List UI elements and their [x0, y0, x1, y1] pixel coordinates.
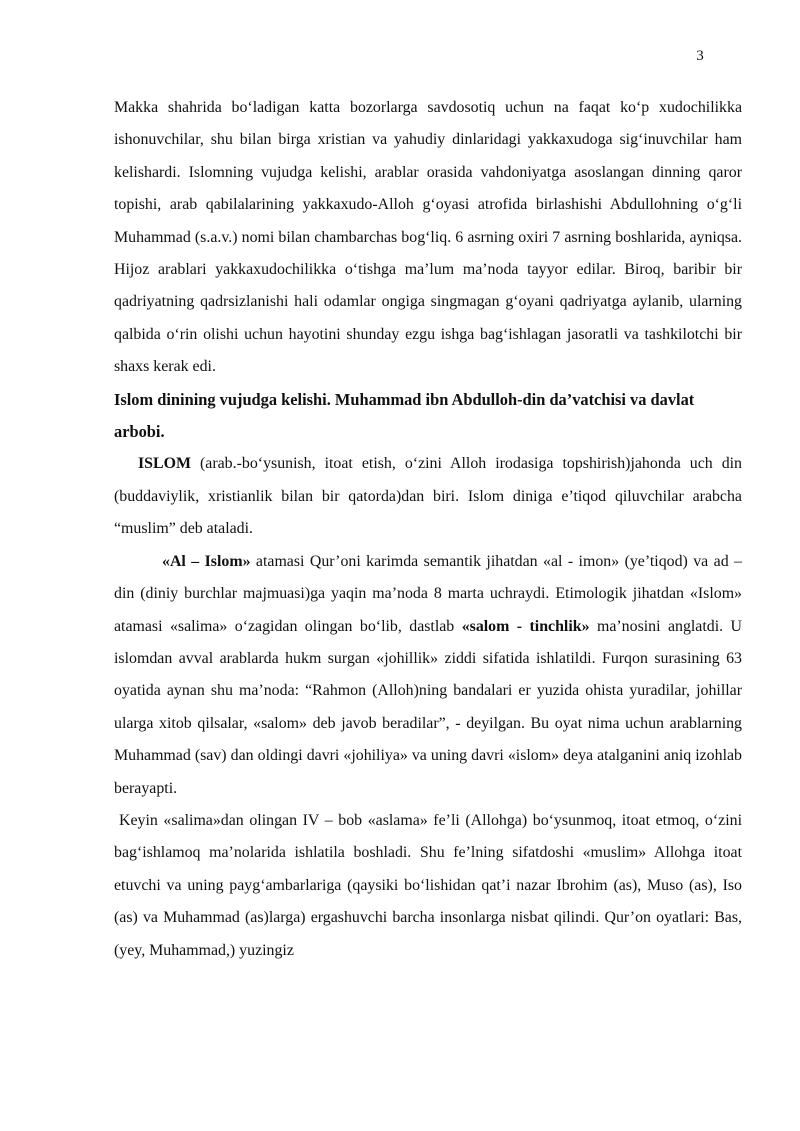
term-salom-tinchlik: «salom - tinchlik»: [461, 617, 590, 635]
paragraph-aslama: Keyin «salima»dan olingan IV – bob «aslama» fe’li (Allohga) bo‘ysunmoq, itoat etmoq, o‘zini bag‘ishlamoq ma’nolarida ishlatila boshladi. Shu fe’lning sifatdoshi «muslim» Allohga itoat etuvchi va uning payg‘ambarlariga (qaysiki bo‘lishidan qat’i nazar Ibrohim (as), Muso (as), Iso (as) va Muhammad (as)larga) ergashuvchi barcha insonlarga nisbat qilindi. Qur’on oyatlari: Bas, (yey, Muhammad,) yuzingiz: [114, 811, 742, 959]
paragraph-al-islom: [114, 546, 742, 805]
paragraph-text: atamasi Qur’oni karimda semantik jihatdan «al - imon» (ye’tiqod) va ad – din (diniy burchlar majmuasi)ga yaqin ma’noda 8 marta uchraydi. Etimologik jihatdan «Islom» atamasi «salima» o‘zagidan olingan bo‘lib, dastlab: [114, 552, 742, 635]
paragraph-islom-definition: [114, 448, 742, 545]
term-al-islom: «Al – Islom»: [162, 552, 251, 570]
paragraph-intro: Makka shahrida bo‘ladigan katta bozorlarga savdosotiq uchun na faqat ko‘p xudochilikka ishonuvchilar, shu bilan birga xristian va yahudiy dinlaridagi yakkaxudoga sig‘inuvchilar ham kelishardi. Islomning vujudga kelishi, arablar orasida vahdoniyatga asoslangan dinning qaror topishi, arab qabilalarining yakkaxudo-Alloh g‘oyasi atrofida birlashishi Abdullohning o‘g‘li Muhammad (s.a.v.) nomi bilan chambarchas bog‘liq. 6 asrning oxiri 7 asrning boshlarida, ayniqsa. Hijoz arablari yakkaxudochilikka o‘tishga ma’lum ma’noda tayyor edilar. Biroq, baribir bir qadriyatning qadrsizlanishi hali odamlar ongiga singmagan g‘oyani qadriyatga aylanib, ularning qalbida o‘rin olishi uchun hayotini shunday ezgu ishga bag‘ishlagan jasoratli va tashkilotchi bir shaxs kerak edi.: [114, 99, 742, 376]
term-islom: ISLOM: [138, 455, 191, 473]
page-number: 3: [696, 48, 704, 64]
document-body: [114, 92, 742, 967]
section-heading: Islom dinining vujudga kelishi. Muhammad ibn Abdulloh-din da’vatchisi va davlat arbobi.: [114, 389, 695, 442]
paragraph-text: (arab.-bo‘ysunish, itoat etish, o‘zini Alloh irodasiga topshirish)jahonda uch din (buddaviylik, xristianlik bilan bir qatorda)dan biri. Islom diniga e’tiqod qiluvchilar arabcha “muslim” deb ataladi.: [114, 455, 742, 538]
paragraph-text: ma’nosini anglatdi. U islomdan avval arablarda hukm surgan «johillik» ziddi sifatida ishlatildi. Furqon surasining 63 oyatida aynan shu ma’noda: “Rahmon (Alloh)ning bandalari er yuzida ohista yuradilar, johillar ularga xitob qilsalar, «salom» deb javob beradilar”, - deyilgan. Bu oyat nima uchun arablarning Muhammad (sav) dan oldingi davri «johiliya» va uning davri «islom» deya atalganini aniq izohlab berayapti.: [114, 617, 742, 797]
